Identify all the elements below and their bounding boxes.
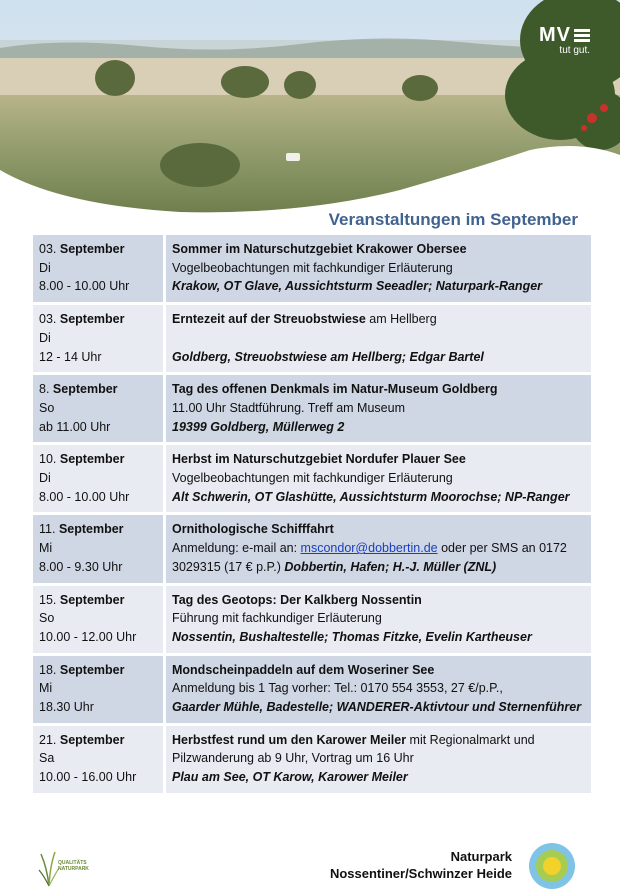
event-date-cell xyxy=(33,304,165,374)
event-details-cell xyxy=(165,654,592,724)
table-row xyxy=(33,304,591,374)
event-time: 8.00 - 9.30 Uhr xyxy=(39,559,123,574)
registration-suffix: oder per SMS an 0172 3029315 (17 € p.P.) xyxy=(172,541,567,574)
event-day: 11. xyxy=(39,522,56,537)
quality-naturpark-logo xyxy=(38,848,98,888)
event-month: September xyxy=(52,382,118,397)
event-registration xyxy=(172,539,585,576)
event-date-cell xyxy=(33,724,165,793)
event-day: 8. xyxy=(39,382,50,397)
event-description: Vogelbeobachtungen mit fachkundiger Erläuterung xyxy=(172,260,453,275)
event-location: Plau am See, OT Karow, Karower Meiler xyxy=(172,770,408,785)
event-location: Gaarder Mühle, Badestelle; WANDERER-Aktivtour und Sternenführer xyxy=(172,700,582,715)
event-date-cell xyxy=(33,514,165,584)
event-description: Führung mit fachkundiger Erläuterung xyxy=(172,611,382,626)
event-location: Nossentin, Bushaltestelle; Thomas Fitzke, Evelin Kartheuser xyxy=(172,629,532,644)
event-location: Krakow, OT Glave, Aussichtsturm Seeadler; Naturpark-Ranger xyxy=(172,279,543,294)
table-row xyxy=(33,444,591,514)
event-headline: Mondscheinpaddeln auf dem Woseriner See xyxy=(172,662,435,677)
mv-logo-tagline: tut gut. xyxy=(559,45,590,56)
event-headline: Ornithologische Schifffahrt xyxy=(172,522,334,537)
event-date-cell xyxy=(33,654,165,724)
event-headline: Herbst im Naturschutzgebiet Nordufer Plauer See xyxy=(172,452,466,467)
event-day: 03. xyxy=(39,312,57,327)
event-location: 19399 Goldberg, Müllerweg 2 xyxy=(172,419,345,434)
event-month: September xyxy=(59,592,125,607)
event-headline: Erntezeit auf der Streuobstwiese xyxy=(172,312,366,327)
table-row xyxy=(33,235,591,304)
event-headline: Tag des Geotops: Der Kalkberg Nossentin xyxy=(172,592,422,607)
header-landscape-image xyxy=(0,0,620,215)
event-headline: Herbstfest rund um den Karower Meiler xyxy=(172,732,407,747)
event-time: 10.00 - 12.00 Uhr xyxy=(39,629,137,644)
event-weekday: So xyxy=(39,611,55,626)
event-time: ab 11.00 Uhr xyxy=(39,419,111,434)
event-weekday: Mi xyxy=(39,681,53,696)
event-description: Vogelbeobachtungen mit fachkundiger Erläuterung xyxy=(172,471,453,486)
event-location: Goldberg, Streuobstwiese am Hellberg; Edgar Bartel xyxy=(172,349,484,364)
event-location: Alt Schwerin, OT Glashütte, Aussichtsturm Moorochse; NP-Ranger xyxy=(172,489,570,504)
mv-logo-bars-icon xyxy=(574,28,590,44)
event-weekday: Mi xyxy=(39,541,53,556)
naturpark-line1: Naturpark xyxy=(450,849,512,864)
event-headline-suffix: am Hellberg xyxy=(365,312,437,327)
events-table xyxy=(33,235,591,793)
naturpark-sun-logo-icon xyxy=(528,842,576,890)
event-month: September xyxy=(59,452,125,467)
event-details-cell xyxy=(165,304,592,374)
mv-logo xyxy=(539,24,590,56)
event-day: 18. xyxy=(39,662,57,677)
event-day: 03. xyxy=(39,242,57,256)
event-details-cell xyxy=(165,235,592,304)
mv-logo-text: MV xyxy=(539,24,571,46)
event-month: September xyxy=(59,732,125,747)
event-month: September xyxy=(58,522,124,537)
event-description: 11.00 Uhr Stadtführung. Treff am Museum xyxy=(172,400,405,415)
event-month: September xyxy=(59,312,125,327)
event-headline: Tag des offenen Denkmals im Natur-Museum Goldberg xyxy=(172,382,498,397)
event-date-cell xyxy=(33,444,165,514)
event-month: September xyxy=(59,662,125,677)
event-description: Anmeldung bis 1 Tag vorher: Tel.: 0170 554 3553, 27 €/p.P., xyxy=(172,681,503,696)
table-row xyxy=(33,724,591,793)
naturpark-line2: Nossentiner/Schwinzer Heide xyxy=(329,866,512,881)
event-details-cell xyxy=(165,584,592,654)
table-row xyxy=(33,654,591,724)
grass-logo-icon xyxy=(38,848,60,888)
event-day: 15. xyxy=(39,592,57,607)
event-weekday: Sa xyxy=(39,751,55,766)
event-location: Dobbertin, Hafen; H.-J. Müller (ZNL) xyxy=(284,559,497,574)
event-date-cell xyxy=(33,374,165,444)
table-row xyxy=(33,584,591,654)
event-time: 18.30 Uhr xyxy=(39,700,94,715)
event-time: 10.00 - 16.00 Uhr xyxy=(39,770,137,785)
table-row xyxy=(33,514,591,584)
event-time: 8.00 - 10.00 Uhr xyxy=(39,489,130,504)
event-weekday: Di xyxy=(39,330,51,345)
event-headline-suffix: mit Regionalmarkt und Pilzwanderung ab 9 Uhr, Vortrag um 16 Uhr xyxy=(172,732,535,766)
event-date-cell xyxy=(33,235,165,304)
event-details-cell xyxy=(165,374,592,444)
event-details-cell xyxy=(165,444,592,514)
event-details-cell xyxy=(165,724,592,793)
event-date-cell xyxy=(33,584,165,654)
event-weekday: So xyxy=(39,400,55,415)
event-time: 8.00 - 10.00 Uhr xyxy=(39,279,130,294)
event-weekday: Di xyxy=(39,471,51,486)
event-day: 21. xyxy=(39,732,57,747)
email-link[interactable]: mscondor@dobbertin.de xyxy=(300,541,438,556)
event-month: September xyxy=(59,242,125,256)
event-day: 10. xyxy=(39,452,57,467)
page-title: Veranstaltungen im September xyxy=(328,210,578,229)
quality-logo-text: QUALITÄTS NATURPARK xyxy=(58,860,89,872)
registration-prefix: Anmeldung: e-mail an: xyxy=(172,541,301,556)
table-row xyxy=(33,374,591,444)
event-headline: Sommer im Naturschutzgebiet Krakower Obersee xyxy=(172,242,467,256)
event-time: 12 - 14 Uhr xyxy=(39,349,102,364)
event-details-cell xyxy=(165,514,592,584)
event-weekday: Di xyxy=(39,260,51,275)
naturpark-name xyxy=(330,848,512,882)
